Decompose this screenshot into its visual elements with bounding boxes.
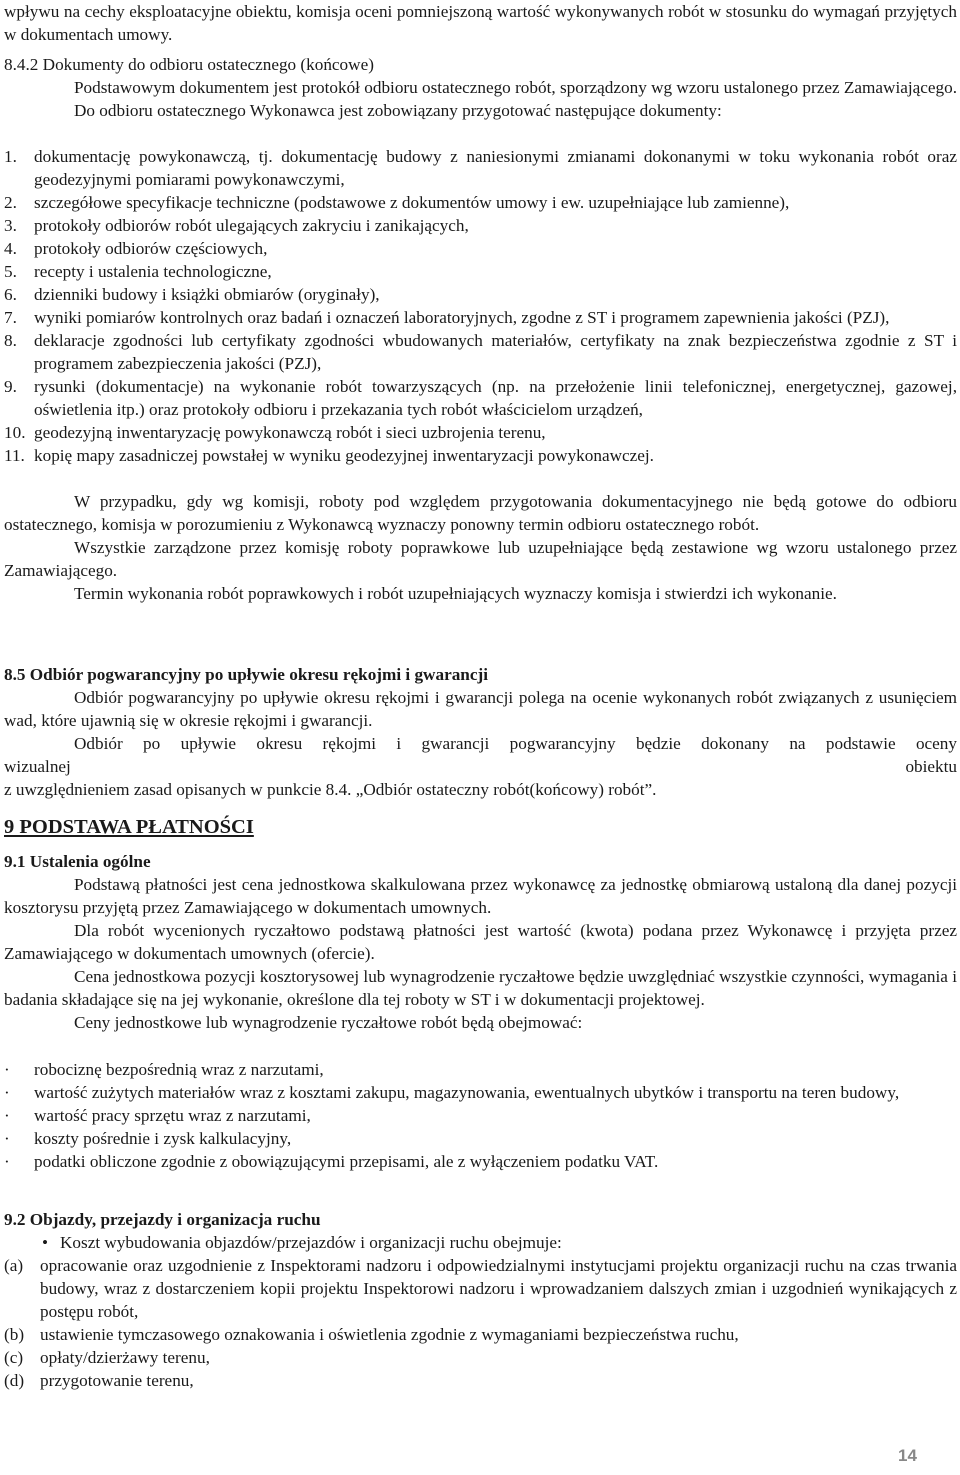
list-number: 5. — [4, 262, 17, 281]
list-letter: (b) — [4, 1325, 25, 1344]
list-item-text: protokoły odbiorów robót ulegających zakryciu i zanikających, — [34, 216, 469, 235]
list-item-text: wartość zużytych materiałów wraz z kosztami zakupu, magazynowania, ewentualnych ubytków i transportu na teren budowy, — [34, 1083, 900, 1102]
section-8-5-spaced-line — [4, 755, 957, 778]
list-item — [4, 1323, 957, 1346]
list-letter: (c) — [4, 1348, 24, 1367]
list-item — [4, 214, 957, 237]
bullet-dot: · — [4, 1083, 10, 1102]
spaced-word-right: obiektu — [905, 757, 957, 776]
section-8-5 — [4, 663, 957, 801]
list-number: 11. — [4, 446, 25, 465]
section-8-4-2-closing — [4, 490, 957, 605]
list-number: 1. — [4, 147, 17, 166]
paragraph-commission: W przypadku, gdy wg komisji, roboty pod względem przygotowania dokumentacyjnego nie będą gotowe do odbioru ostatecznego, komisja w porozumieniu z Wykonawcą wyznaczy ponowny termin odbioru ostatecznego robót. — [4, 492, 957, 534]
list-item-text: opracowanie oraz uzgodnienie z Inspektorami nadzoru i odpowiedzialnymi instytucjami projektu organizacji ruchu na czas trwania budowy, wraz z dostarczeniem kopii projektu Inspektorowi nadzoru i wprowadzaniem dalszych zmian i uzgodnień wynikających z postępu robót, — [40, 1256, 957, 1321]
section-9 — [4, 813, 957, 841]
costs-list — [4, 1058, 957, 1173]
list-item-text: opłaty/dzierżawy terenu, — [40, 1348, 210, 1367]
section-9-1-paragraph-1: Podstawą płatności jest cena jednostkowa skalkulowana przez wykonawcę za jednostkę obmiarową ustaloną dla danej pozycji kosztorysu przyjętą przez Zamawiającego w dokumentach umownych. — [4, 875, 957, 917]
list-item — [4, 421, 957, 444]
section-8-5-paragraph-2: Odbiór po upływie okresu rękojmi i gwarancji pogwarancyjny będzie dokonany na podstawie oceny — [74, 734, 957, 753]
list-number: 8. — [4, 331, 17, 350]
bullet-dot: · — [4, 1152, 10, 1171]
bullet-dot: · — [4, 1106, 10, 1125]
list-item-text: kopię mapy zasadniczej powstałej w wyniku geodezyjnej inwentaryzacji powykonawczej. — [34, 446, 654, 465]
section-8-5-paragraph-1: Odbiór pogwarancyjny po upływie okresu rękojmi i gwarancji polega na ocenie wykonanych robót związanych z usunięciem wad, które ujawnią się w okresie rękojmi i gwarancji. — [4, 688, 957, 730]
list-item — [4, 329, 957, 375]
list-item — [4, 1346, 957, 1369]
list-item — [4, 260, 957, 283]
section-8-4-2-heading: 8.4.2 Dokumenty do odbioru ostatecznego (końcowe) — [4, 55, 374, 74]
section-8-4-2-paragraph-1: Podstawowym dokumentem jest protokół odbioru ostatecznego robót, sporządzony wg wzoru ustalonego przez Zamawiającego. — [74, 78, 958, 97]
section-8-4-2-paragraph-2: Do odbioru ostatecznego Wykonawca jest zobowiązany przygotować następujące dokumenty: — [74, 101, 722, 120]
section-8-5-paragraph-3: z uwzględnieniem zasad opisanych w punkcie 8.4. „Odbiór ostateczny robót(końcowy) robót”. — [4, 780, 657, 799]
list-item-text: przygotowanie terenu, — [40, 1371, 194, 1390]
list-item-text: wartość pracy sprzętu wraz z narzutami, — [34, 1106, 311, 1125]
section-8-5-heading: 8.5 Odbiór pogwarancyjny po upływie okresu rękojmi i gwarancji — [4, 665, 488, 684]
list-letter: (d) — [4, 1371, 25, 1390]
section-9-1-paragraph-2: Dla robót wycenionych ryczałtowo podstawą płatności jest wartość (kwota) podana przez Wykonawcę i przyjęta przez Zamawiającego w dokumentach umownych (ofercie). — [4, 921, 957, 963]
list-item — [4, 191, 957, 214]
list-item-text: protokoły odbiorów częściowych, — [34, 239, 268, 258]
bullet-item — [4, 1231, 957, 1254]
list-item — [4, 1104, 957, 1127]
list-number: 4. — [4, 239, 17, 258]
list-item — [4, 1081, 957, 1104]
list-number: 2. — [4, 193, 17, 212]
list-item-text: geodezyjną inwentaryzację powykonawczą robót i sieci uzbrojenia terenu, — [34, 423, 546, 442]
spaced-word-left: wizualnej — [4, 757, 71, 776]
list-item — [4, 306, 957, 329]
list-item-text: koszty pośrednie i zysk kalkulacyjny, — [34, 1129, 292, 1148]
list-item — [4, 1254, 957, 1323]
list-item-text: szczegółowe specyfikacje techniczne (podstawowe z dokumentów umowy i ew. uzupełniające lub zamienne), — [34, 193, 790, 212]
section-9-1 — [4, 850, 957, 1034]
list-item-text: dokumentację powykonawczą, tj. dokumentację budowy z naniesionymi zmianami dokonanymi w toku wykonania robót oraz geodezyjnymi pomiarami powykonawczymi, — [34, 147, 957, 189]
paragraph-corrections: Wszystkie zarządzone przez komisję roboty poprawkowe lub uzupełniające będą zestawione wg wzoru ustalonego przez Zamawiającego. — [4, 538, 957, 580]
page-number: 14 — [898, 1446, 917, 1465]
list-item-text: ustawienie tymczasowego oznakowania i oświetlenia zgodnie z wymaganiami bezpieczeństwa ruchu, — [40, 1325, 739, 1344]
list-item-text: wyniki pomiarów kontrolnych oraz badań i oznaczeń laboratoryjnych, zgodne z ST i programem zapewnienia jakości (PZJ), — [34, 308, 890, 327]
paragraph-deadline: Termin wykonania robót poprawkowych i robót uzupełniających wyznaczy komisja i stwierdzi ich wykonanie. — [74, 584, 837, 603]
list-item-text: dzienniki budowy i książki obmiarów (oryginały), — [34, 285, 380, 304]
text-block-top — [4, 0, 957, 46]
paragraph-intro: wpływu na cechy eksploatacyjne obiektu, komisja oceni pomniejszoną wartość wykonywanych robót w stosunku do wymagań przyjętych w dokumentach umowy. — [4, 2, 957, 44]
section-9-1-heading: 9.1 Ustalenia ogólne — [4, 852, 151, 871]
list-item — [4, 1058, 957, 1081]
section-9-2-heading: 9.2 Objazdy, przejazdy i organizacja ruchu — [4, 1210, 321, 1229]
list-item — [4, 1369, 957, 1392]
list-number: 7. — [4, 308, 17, 327]
bullet-icon: • — [42, 1233, 49, 1252]
list-item-text: recepty i ustalenia technologiczne, — [34, 262, 272, 281]
bullet-dot: · — [4, 1060, 10, 1079]
list-item — [4, 283, 957, 306]
section-9-2 — [4, 1208, 957, 1392]
section-9-1-paragraph-4: Ceny jednostkowe lub wynagrodzenie ryczałtowe robót będą obejmować: — [74, 1013, 583, 1032]
list-item — [4, 145, 957, 191]
section-8-4-2 — [4, 53, 957, 122]
documents-list — [4, 145, 957, 467]
list-item-text: podatki obliczone zgodnie z obowiązującymi przepisami, ale z wyłączeniem podatku VAT. — [34, 1152, 659, 1171]
list-item-text: deklaracje zgodności lub certyfikaty zgodności wbudowanych materiałów, certyfikaty na znak bezpieczeństwa zgodnie z ST i programem zabezpieczenia jakości (PZJ), — [34, 331, 957, 373]
bullet-text: Koszt wybudowania objazdów/przejazdów i organizacji ruchu obejmuje: — [60, 1233, 562, 1252]
list-number: 6. — [4, 285, 17, 304]
list-item — [4, 375, 957, 421]
list-number: 10. — [4, 423, 26, 442]
list-item-text: rysunki (dokumentacje) na wykonanie robót towarzyszących (np. na przełożenie linii telefonicznej, energetycznej, gazowej, oświetlenia itp.) oraz protokoły odbioru i przekazania tych robót właścicielom urządzeń, — [34, 377, 957, 419]
list-letter: (a) — [4, 1256, 24, 1275]
list-item — [4, 237, 957, 260]
list-item-text: robociznę bezpośrednią wraz z narzutami, — [34, 1060, 324, 1079]
section-9-1-paragraph-3: Cena jednostkowa pozycji kosztorysowej lub wynagrodzenie ryczałtowe będzie uwzględniać wszystkie czynności, wymagania i badania składające się na jej wykonanie, określone dla tej roboty w ST i w dokumentacji projektowej. — [4, 967, 957, 1009]
bullet-dot: · — [4, 1129, 10, 1148]
list-number: 9. — [4, 377, 17, 396]
section-9-heading: 9 PODSTAWA PŁATNOŚCI — [4, 816, 254, 838]
list-item — [4, 1127, 957, 1150]
list-item — [4, 444, 957, 467]
list-number: 3. — [4, 216, 17, 235]
list-item — [4, 1150, 957, 1173]
